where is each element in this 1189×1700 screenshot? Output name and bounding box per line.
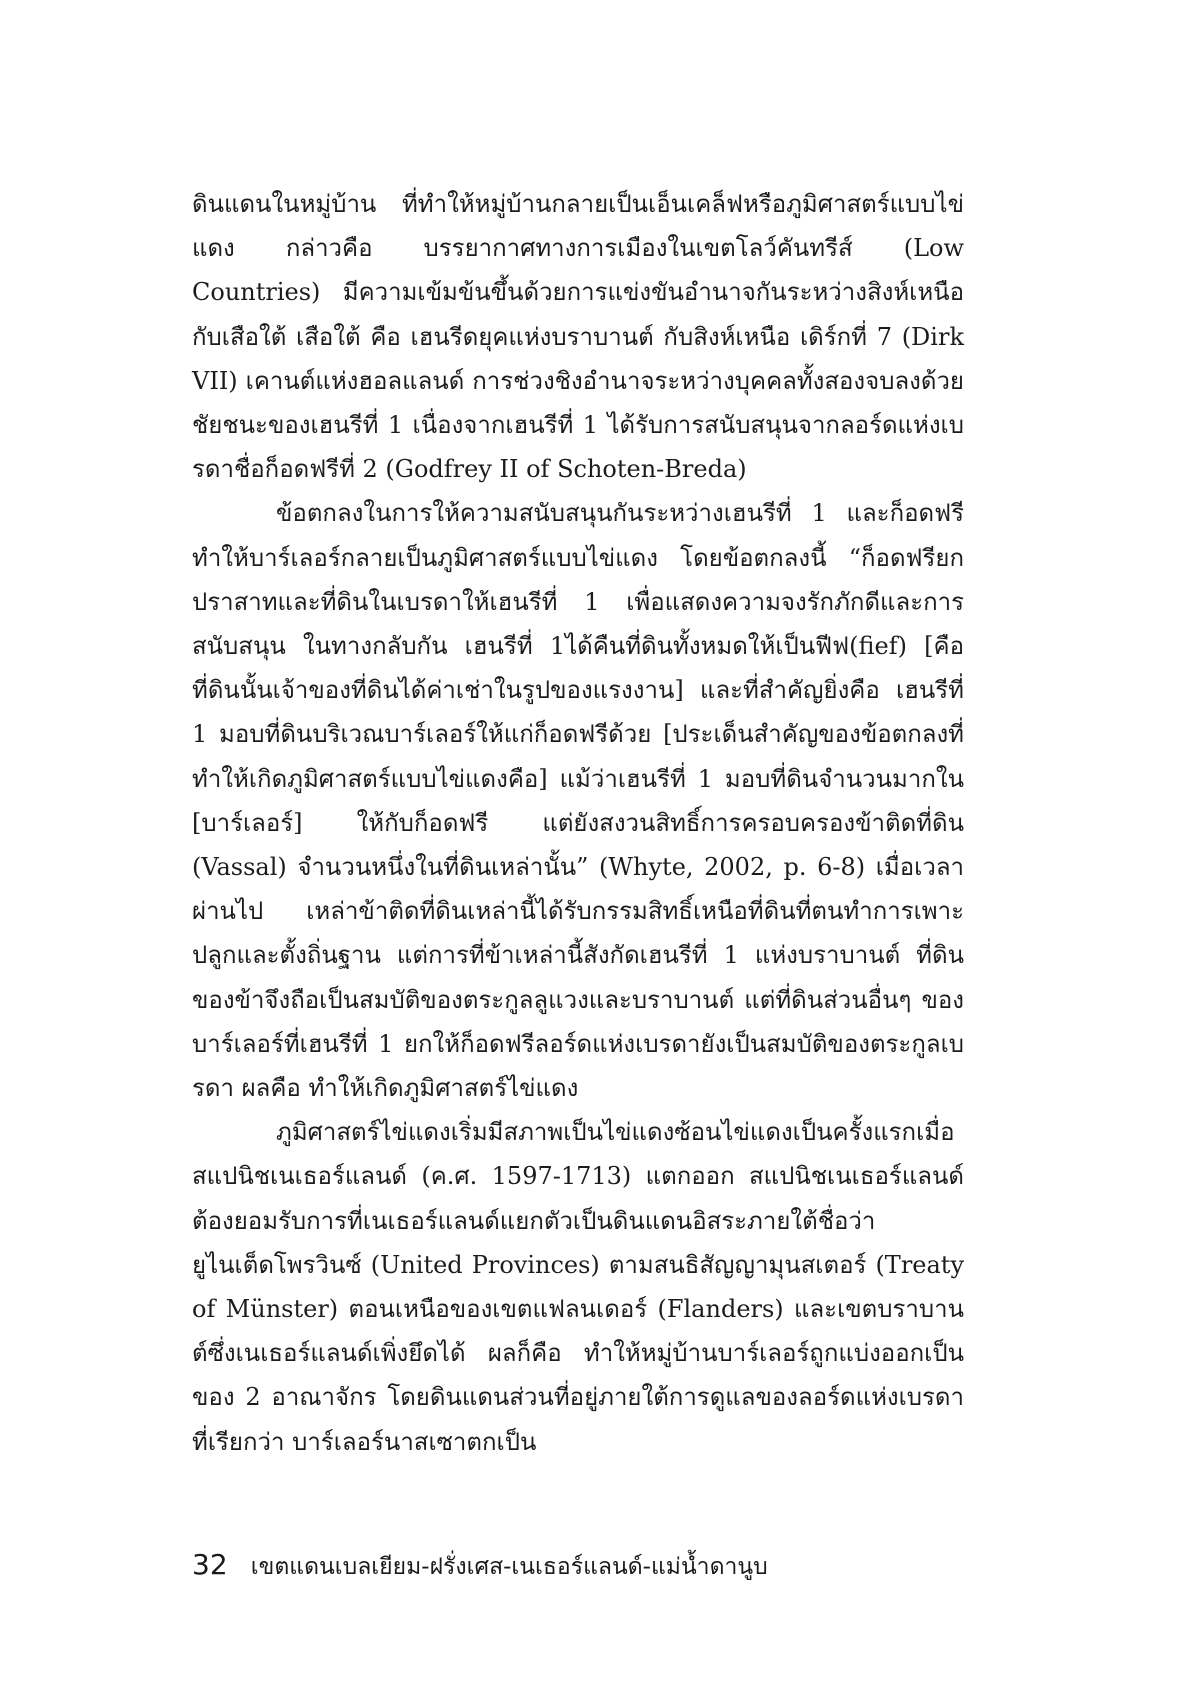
page-footer xyxy=(192,1548,964,1588)
paragraph-enclave-history: ภูมิศาสตร์ไข่แดงเริ่มมีสภาพเป็นไข่แดงซ้อนไข่แดงเป็นครั้งแรกเมื่อสแปนิชเนเธอร์แลนด์ (ค.ศ. 1597-1713) แตกออก สแปนิชเนเธอร์แลนด์ต้องยอมรับการที่เนเธอร์แลนด์แยกตัวเป็นดินแดนอิสระภายใต้ชื่อว่า ยูไนเต็ดโพรวินซ์ (United Provinces) ตามสนธิสัญญามุนสเตอร์ (Treaty of Münster) ตอนเหนือของเขตแฟลนเดอร์ (Flanders) และเขตบราบานต์ซึ่งเนเธอร์แลนด์เพิ่งยึดได้ ผลก็คือ ทำให้หมู่บ้านบาร์เลอร์ถูกแบ่งออกเป็นของ 2 อาณาจักร โดยดินแดนส่วนที่อยู่ภายใต้การดูแลของลอร์ดแห่งเบรดาที่เรียกว่า บาร์เลอร์นาสเซาตกเป็น xyxy=(192,1118,964,1456)
running-title: เขตแดนเบลเยียม-ฝรั่งเศส-เนเธอร์แลนด์-แม่น้ำดานูบ xyxy=(250,1554,768,1580)
page-number: 32 xyxy=(192,1548,228,1581)
paragraph-continuation: ดินแดนในหมู่บ้าน ที่ทำให้หมู่บ้านกลายเป็นเอ็นเคล็ฟหรือภูมิศาสตร์แบบไข่แดง กล่าวคือ บรรยากาศทางการเมืองในเขตโลว์คันทรีส์ (Low Countries) มีความเข้มข้นขึ้นด้วยการแข่งขันอำนาจกันระหว่างสิงห์เหนือกับเสือใต้ เสือใต้ คือ เฮนรีดยุคแห่งบราบานต์ กับสิงห์เหนือ เดิร์กที่ 7 (Dirk VII) เคานต์แห่งฮอลแลนด์ การช่วงชิงอำนาจระหว่างบุคคลทั้งสองจบลงด้วยชัยชนะของเฮนรีที่ 1 เนื่องจากเฮนรีที่ 1 ได้รับการสนับสนุนจากลอร์ดแห่งเบรดาชื่อก็อดฟรีที่ 2 (Godfrey II of Schoten-Breda) xyxy=(192,190,964,484)
body-text xyxy=(192,182,964,1464)
paragraph-agreement: ข้อตกลงในการให้ความสนับสนุนกันระหว่างเฮนรีที่ 1 และก็อดฟรีทำให้บาร์เลอร์กลายเป็นภูมิศาสตร์แบบไข่แดง โดยข้อตกลงนี้ “ก็อดฟรียกปราสาทและที่ดินในเบรดาให้เฮนรีที่ 1 เพื่อแสดงความจงรักภักดีและการสนับสนุน ในทางกลับกัน เฮนรีที่ 1ได้คืนที่ดินทั้งหมดให้เป็นฟีฟ(fief) [คือที่ดินนั้นเจ้าของที่ดินได้ค่าเช่าในรูปของแรงงาน] และที่สำคัญยิ่งคือ เฮนรีที่ 1 มอบที่ดินบริเวณบาร์เลอร์ให้แก่ก็อดฟรีด้วย [ประเด็นสำคัญของข้อตกลงที่ทำให้เกิดภูมิศาสตร์แบบไข่แดงคือ] แม้ว่าเฮนรีที่ 1 มอบที่ดินจำนวนมากใน [บาร์เลอร์] ให้กับก็อดฟรี แต่ยังสงวนสิทธิ์การครอบครองข้าติดที่ดิน (Vassal) จำนวนหนึ่งในที่ดินเหล่านั้น” (Whyte, 2002, p. 6-8) เมื่อเวลาผ่านไป เหล่าข้าติดที่ดินเหล่านี้ได้รับกรรมสิทธิ์เหนือที่ดินที่ตนทำการเพาะปลูกและตั้งถิ่นฐาน แต่การที่ข้าเหล่านี้สังกัดเฮนรีที่ 1 แห่งบราบานต์ ที่ดินของข้าจึงถือเป็นสมบัติของตระกูลลูแวงและบราบานต์ แต่ที่ดินส่วนอื่นๆ ของบาร์เลอร์ที่เฮนรีที่ 1 ยกให้ก็อดฟรีลอร์ดแห่งเบรดายังเป็นสมบัติของตระกูลเบรดา ผลคือ ทำให้เกิดภูมิศาสตร์ไข่แดง xyxy=(192,499,964,1103)
